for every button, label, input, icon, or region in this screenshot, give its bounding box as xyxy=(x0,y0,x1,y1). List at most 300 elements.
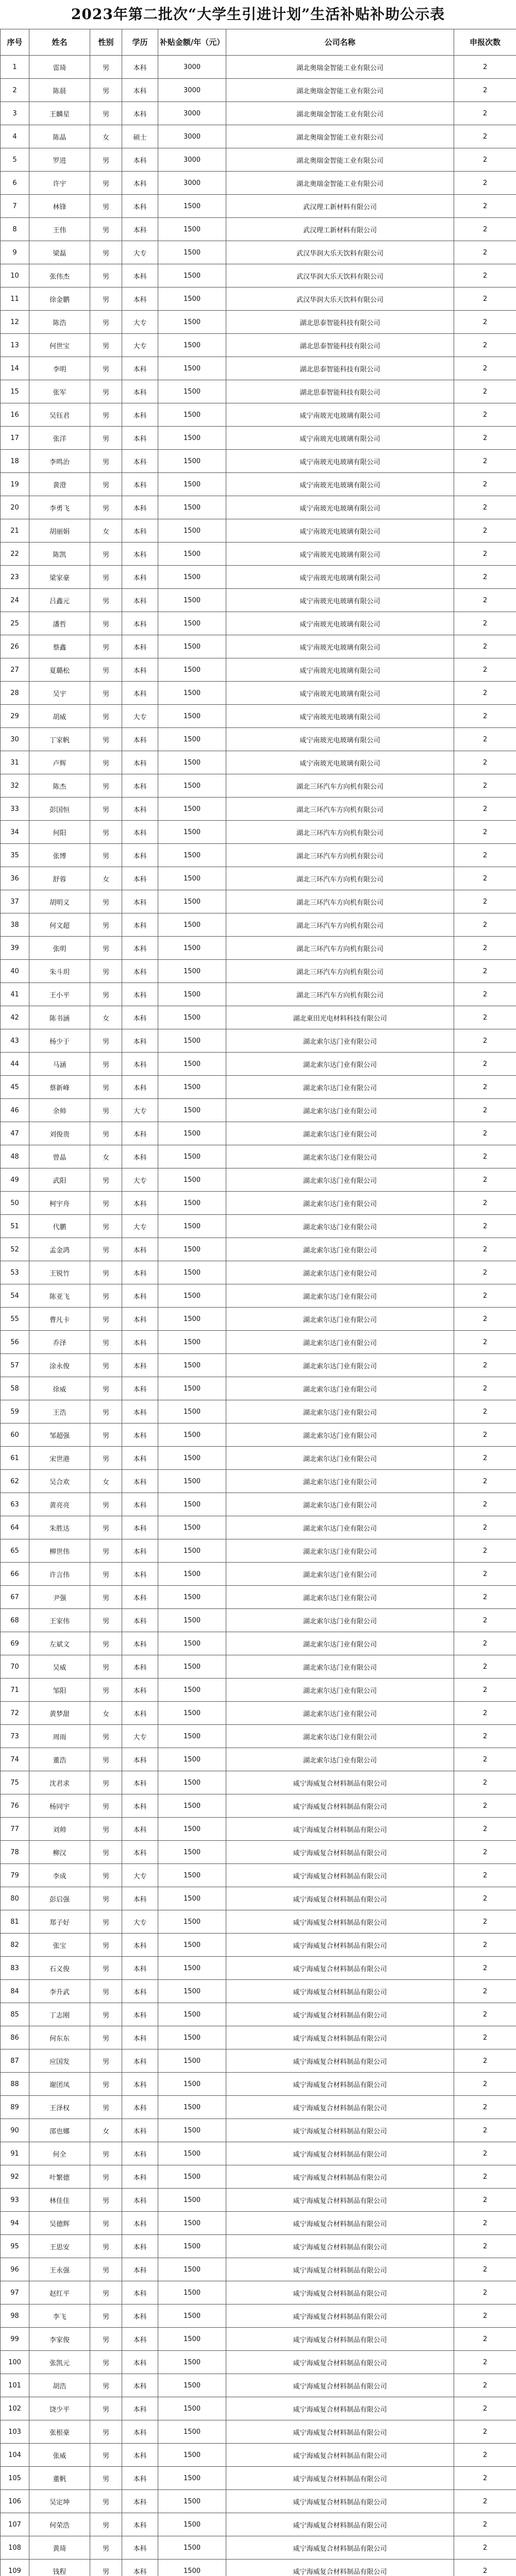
cell-count: 2 xyxy=(454,682,516,705)
cell-count: 2 xyxy=(454,728,516,751)
cell-name: 杨同宇 xyxy=(29,1794,90,1818)
cell-gender: 女 xyxy=(90,867,122,890)
cell-amount: 1500 xyxy=(158,2212,226,2235)
cell-education: 本科 xyxy=(122,867,158,890)
cell-amount: 1500 xyxy=(158,2189,226,2212)
cell-no: 92 xyxy=(1,2165,29,2189)
cell-education: 本科 xyxy=(122,844,158,867)
cell-gender: 女 xyxy=(90,1702,122,1725)
cell-count: 2 xyxy=(454,1053,516,1076)
cell-count: 2 xyxy=(454,566,516,589)
cell-name: 黄亮亮 xyxy=(29,1493,90,1516)
cell-amount: 1500 xyxy=(158,1887,226,1910)
cell-gender: 男 xyxy=(90,1864,122,1887)
cell-company: 咸宁海威复合材料制品有限公司 xyxy=(226,1934,454,1957)
cell-company: 武汉理工新材料有限公司 xyxy=(226,218,454,241)
cell-name: 陈晨 xyxy=(29,79,90,102)
cell-education: 本科 xyxy=(122,2142,158,2165)
cell-name: 马涵 xyxy=(29,1053,90,1076)
cell-gender: 男 xyxy=(90,1586,122,1609)
cell-company: 湖北索尔达门业有限公司 xyxy=(226,1331,454,1354)
cell-company: 湖北索尔达门业有限公司 xyxy=(226,1655,454,1679)
cell-count: 2 xyxy=(454,1122,516,1145)
cell-name: 潘哲 xyxy=(29,612,90,635)
cell-no: 54 xyxy=(1,1284,29,1308)
table-row xyxy=(1,1400,516,1423)
cell-gender: 男 xyxy=(90,2328,122,2351)
table-row xyxy=(1,1725,516,1748)
cell-company: 湖北思泰智能科技有限公司 xyxy=(226,334,454,357)
cell-company: 咸宁海威复合材料制品有限公司 xyxy=(226,2235,454,2258)
cell-company: 武汉华润大乐天饮料有限公司 xyxy=(226,264,454,287)
column-header-company: 公司名称 xyxy=(226,29,454,56)
table-row xyxy=(1,658,516,682)
cell-amount: 1500 xyxy=(158,1215,226,1238)
cell-count: 2 xyxy=(454,287,516,311)
cell-education: 大专 xyxy=(122,705,158,728)
cell-count: 2 xyxy=(454,218,516,241)
cell-company: 咸宁海威复合材料制品有限公司 xyxy=(226,2328,454,2351)
cell-count: 2 xyxy=(454,2119,516,2142)
cell-no: 10 xyxy=(1,264,29,287)
cell-no: 100 xyxy=(1,2351,29,2374)
cell-no: 25 xyxy=(1,612,29,635)
cell-amount: 1500 xyxy=(158,1192,226,1215)
cell-amount: 1500 xyxy=(158,2304,226,2328)
cell-count: 2 xyxy=(454,1841,516,1864)
cell-company: 湖北索尔达门业有限公司 xyxy=(226,1122,454,1145)
cell-gender: 男 xyxy=(90,2026,122,2049)
cell-no: 71 xyxy=(1,1679,29,1702)
cell-education: 本科 xyxy=(122,1934,158,1957)
column-header-amount: 补贴金额/年（元） xyxy=(158,29,226,56)
cell-amount: 1500 xyxy=(158,960,226,983)
table-row xyxy=(1,241,516,264)
cell-education: 本科 xyxy=(122,1145,158,1168)
cell-company: 咸宁海威复合材料制品有限公司 xyxy=(226,2212,454,2235)
cell-name: 李飞 xyxy=(29,2304,90,2328)
cell-education: 本科 xyxy=(122,2397,158,2420)
cell-count: 2 xyxy=(454,1076,516,1099)
cell-name: 蔡新峰 xyxy=(29,1076,90,1099)
cell-amount: 1500 xyxy=(158,1354,226,1377)
table-row xyxy=(1,1679,516,1702)
cell-education: 本科 xyxy=(122,1470,158,1493)
cell-company: 湖北索尔达门业有限公司 xyxy=(226,1702,454,1725)
cell-education: 本科 xyxy=(122,2073,158,2096)
cell-no: 83 xyxy=(1,1957,29,1980)
cell-amount: 1500 xyxy=(158,728,226,751)
cell-education: 本科 xyxy=(122,1980,158,2003)
cell-no: 30 xyxy=(1,728,29,751)
cell-amount: 1500 xyxy=(158,2235,226,2258)
cell-count: 2 xyxy=(454,1423,516,1447)
table-row xyxy=(1,311,516,334)
cell-gender: 女 xyxy=(90,1145,122,1168)
cell-amount: 1500 xyxy=(158,913,226,937)
cell-company: 咸宁南玻光电玻璃有限公司 xyxy=(226,705,454,728)
table-row xyxy=(1,1980,516,2003)
cell-company: 咸宁南玻光电玻璃有限公司 xyxy=(226,566,454,589)
cell-education: 本科 xyxy=(122,1053,158,1076)
cell-no: 27 xyxy=(1,658,29,682)
cell-name: 李成 xyxy=(29,1864,90,1887)
cell-amount: 1500 xyxy=(158,241,226,264)
cell-gender: 男 xyxy=(90,1794,122,1818)
cell-amount: 1500 xyxy=(158,2536,226,2560)
cell-education: 本科 xyxy=(122,1261,158,1284)
cell-amount: 1500 xyxy=(158,1122,226,1145)
table-row xyxy=(1,2444,516,2467)
page-title: 2023年第二批次“大学生引进计划”生活补贴补助公示表 xyxy=(71,6,445,23)
table-row xyxy=(1,1818,516,1841)
cell-name: 柯宇舟 xyxy=(29,1192,90,1215)
cell-amount: 1500 xyxy=(158,195,226,218)
cell-education: 本科 xyxy=(122,1493,158,1516)
cell-amount: 1500 xyxy=(158,1818,226,1841)
cell-count: 2 xyxy=(454,1539,516,1563)
cell-count: 2 xyxy=(454,1702,516,1725)
cell-gender: 男 xyxy=(90,1771,122,1794)
cell-no: 15 xyxy=(1,380,29,403)
cell-name: 左斌文 xyxy=(29,1632,90,1655)
table-row xyxy=(1,1122,516,1145)
table-row xyxy=(1,1563,516,1586)
cell-amount: 1500 xyxy=(158,1516,226,1539)
cell-count: 2 xyxy=(454,774,516,798)
cell-no: 87 xyxy=(1,2049,29,2073)
cell-company: 咸宁海威复合材料制品有限公司 xyxy=(226,1980,454,2003)
cell-company: 咸宁海威复合材料制品有限公司 xyxy=(226,2189,454,2212)
cell-education: 本科 xyxy=(122,287,158,311)
table-row xyxy=(1,682,516,705)
cell-no: 86 xyxy=(1,2026,29,2049)
cell-count: 2 xyxy=(454,1748,516,1771)
cell-no: 33 xyxy=(1,798,29,821)
cell-company: 咸宁海威复合材料制品有限公司 xyxy=(226,1794,454,1818)
cell-no: 21 xyxy=(1,519,29,543)
cell-gender: 男 xyxy=(90,682,122,705)
cell-company: 咸宁海威复合材料制品有限公司 xyxy=(226,2304,454,2328)
cell-gender: 男 xyxy=(90,79,122,102)
cell-gender: 男 xyxy=(90,1377,122,1400)
cell-name: 钱程 xyxy=(29,2560,90,2576)
cell-amount: 1500 xyxy=(158,1145,226,1168)
table-row xyxy=(1,728,516,751)
cell-education: 本科 xyxy=(122,2420,158,2444)
cell-no: 16 xyxy=(1,403,29,427)
cell-education: 本科 xyxy=(122,519,158,543)
cell-name: 陈杰 xyxy=(29,774,90,798)
cell-gender: 男 xyxy=(90,1980,122,2003)
cell-gender: 男 xyxy=(90,913,122,937)
cell-name: 董浩 xyxy=(29,1748,90,1771)
cell-gender: 男 xyxy=(90,2351,122,2374)
cell-amount: 3000 xyxy=(158,79,226,102)
cell-gender: 男 xyxy=(90,2444,122,2467)
cell-amount: 1500 xyxy=(158,1006,226,1029)
cell-amount: 1500 xyxy=(158,1980,226,2003)
cell-gender: 男 xyxy=(90,1122,122,1145)
table-row xyxy=(1,751,516,774)
cell-gender: 男 xyxy=(90,1192,122,1215)
cell-education: 本科 xyxy=(122,983,158,1006)
cell-name: 张威 xyxy=(29,2444,90,2467)
cell-gender: 男 xyxy=(90,1308,122,1331)
cell-no: 34 xyxy=(1,821,29,844)
cell-gender: 男 xyxy=(90,635,122,658)
cell-no: 29 xyxy=(1,705,29,728)
cell-amount: 1500 xyxy=(158,751,226,774)
table-row xyxy=(1,1632,516,1655)
cell-count: 2 xyxy=(454,2490,516,2513)
cell-gender: 男 xyxy=(90,1934,122,1957)
table-row xyxy=(1,2397,516,2420)
table-row xyxy=(1,1655,516,1679)
cell-count: 2 xyxy=(454,1261,516,1284)
cell-gender: 男 xyxy=(90,172,122,195)
cell-company: 湖北索尔达门业有限公司 xyxy=(226,1215,454,1238)
cell-no: 95 xyxy=(1,2235,29,2258)
cell-gender: 男 xyxy=(90,2212,122,2235)
cell-company: 咸宁南玻光电玻璃有限公司 xyxy=(226,635,454,658)
cell-no: 22 xyxy=(1,543,29,566)
table-row xyxy=(1,1053,516,1076)
cell-education: 本科 xyxy=(122,1771,158,1794)
cell-education: 本科 xyxy=(122,172,158,195)
cell-gender: 男 xyxy=(90,1748,122,1771)
table-row xyxy=(1,937,516,960)
cell-company: 湖北索尔达门业有限公司 xyxy=(226,1308,454,1331)
cell-name: 张伟杰 xyxy=(29,264,90,287)
cell-name: 吴宇 xyxy=(29,682,90,705)
cell-no: 45 xyxy=(1,1076,29,1099)
cell-name: 邹阳 xyxy=(29,1679,90,1702)
cell-company: 咸宁海威复合材料制品有限公司 xyxy=(226,2026,454,2049)
cell-education: 本科 xyxy=(122,821,158,844)
cell-count: 2 xyxy=(454,1516,516,1539)
cell-no: 78 xyxy=(1,1841,29,1864)
cell-education: 本科 xyxy=(122,427,158,450)
cell-gender: 男 xyxy=(90,2513,122,2536)
cell-no: 106 xyxy=(1,2490,29,2513)
cell-no: 85 xyxy=(1,2003,29,2026)
cell-name: 李明 xyxy=(29,357,90,380)
table-row xyxy=(1,612,516,635)
cell-no: 51 xyxy=(1,1215,29,1238)
cell-gender: 男 xyxy=(90,450,122,473)
cell-count: 2 xyxy=(454,1145,516,1168)
cell-count: 2 xyxy=(454,102,516,125)
cell-gender: 男 xyxy=(90,1609,122,1632)
table-row xyxy=(1,1308,516,1331)
cell-amount: 1500 xyxy=(158,2351,226,2374)
cell-name: 乔泽 xyxy=(29,1331,90,1354)
cell-company: 咸宁海威复合材料制品有限公司 xyxy=(226,1864,454,1887)
cell-name: 丁家帆 xyxy=(29,728,90,751)
cell-amount: 1500 xyxy=(158,1284,226,1308)
cell-education: 本科 xyxy=(122,1377,158,1400)
cell-education: 大专 xyxy=(122,1725,158,1748)
cell-amount: 1500 xyxy=(158,1632,226,1655)
cell-count: 2 xyxy=(454,1192,516,1215)
cell-amount: 1500 xyxy=(158,705,226,728)
cell-gender: 女 xyxy=(90,125,122,148)
cell-no: 48 xyxy=(1,1145,29,1168)
cell-name: 孟金鸿 xyxy=(29,1238,90,1261)
cell-gender: 男 xyxy=(90,264,122,287)
cell-company: 湖北索尔达门业有限公司 xyxy=(226,1563,454,1586)
cell-company: 咸宁海威复合材料制品有限公司 xyxy=(226,2374,454,2397)
cell-company: 武汉理工新材料有限公司 xyxy=(226,195,454,218)
cell-gender: 男 xyxy=(90,1539,122,1563)
cell-company: 武汉华润大乐天饮料有限公司 xyxy=(226,241,454,264)
cell-education: 本科 xyxy=(122,357,158,380)
cell-name: 许言伟 xyxy=(29,1563,90,1586)
cell-no: 107 xyxy=(1,2513,29,2536)
cell-no: 66 xyxy=(1,1563,29,1586)
cell-no: 77 xyxy=(1,1818,29,1841)
table-row xyxy=(1,1794,516,1818)
cell-gender: 男 xyxy=(90,287,122,311)
cell-count: 2 xyxy=(454,1818,516,1841)
cell-gender: 男 xyxy=(90,844,122,867)
cell-count: 2 xyxy=(454,1632,516,1655)
cell-no: 108 xyxy=(1,2536,29,2560)
cell-count: 2 xyxy=(454,890,516,913)
table-row xyxy=(1,1377,516,1400)
cell-count: 2 xyxy=(454,450,516,473)
cell-count: 2 xyxy=(454,612,516,635)
table-row xyxy=(1,1586,516,1609)
table-row xyxy=(1,1261,516,1284)
cell-company: 咸宁海威复合材料制品有限公司 xyxy=(226,2165,454,2189)
cell-gender: 男 xyxy=(90,2374,122,2397)
cell-amount: 1500 xyxy=(158,2420,226,2444)
cell-amount: 1500 xyxy=(158,2003,226,2026)
table-row xyxy=(1,334,516,357)
cell-amount: 1500 xyxy=(158,2281,226,2304)
cell-company: 湖北索尔达门业有限公司 xyxy=(226,1145,454,1168)
cell-count: 2 xyxy=(454,519,516,543)
cell-count: 2 xyxy=(454,264,516,287)
cell-count: 2 xyxy=(454,473,516,496)
cell-education: 大专 xyxy=(122,311,158,334)
cell-company: 咸宁海威复合材料制品有限公司 xyxy=(226,2536,454,2560)
table-row xyxy=(1,1215,516,1238)
column-header-education: 学历 xyxy=(122,29,158,56)
cell-amount: 1500 xyxy=(158,496,226,519)
cell-company: 咸宁海威复合材料制品有限公司 xyxy=(226,2351,454,2374)
cell-company: 湖北索尔达门业有限公司 xyxy=(226,1076,454,1099)
cell-gender: 男 xyxy=(90,566,122,589)
cell-count: 2 xyxy=(454,1864,516,1887)
cell-count: 2 xyxy=(454,403,516,427)
cell-company: 咸宁海威复合材料制品有限公司 xyxy=(226,1771,454,1794)
cell-education: 本科 xyxy=(122,2351,158,2374)
table-row xyxy=(1,1910,516,1934)
cell-education: 大专 xyxy=(122,334,158,357)
cell-count: 2 xyxy=(454,1655,516,1679)
cell-no: 18 xyxy=(1,450,29,473)
cell-name: 郑子好 xyxy=(29,1910,90,1934)
cell-education: 本科 xyxy=(122,543,158,566)
cell-name: 邵也娜 xyxy=(29,2119,90,2142)
cell-count: 2 xyxy=(454,2560,516,2576)
cell-amount: 3000 xyxy=(158,148,226,172)
cell-company: 咸宁海威复合材料制品有限公司 xyxy=(226,2003,454,2026)
cell-name: 柳汉 xyxy=(29,1841,90,1864)
cell-name: 张明 xyxy=(29,937,90,960)
cell-name: 张根豪 xyxy=(29,2420,90,2444)
cell-amount: 1500 xyxy=(158,658,226,682)
cell-no: 42 xyxy=(1,1006,29,1029)
cell-gender: 男 xyxy=(90,473,122,496)
cell-education: 本科 xyxy=(122,2444,158,2467)
cell-gender: 男 xyxy=(90,2397,122,2420)
cell-education: 本科 xyxy=(122,1400,158,1423)
cell-name: 何阳 xyxy=(29,821,90,844)
cell-gender: 男 xyxy=(90,2073,122,2096)
cell-education: 大专 xyxy=(122,1910,158,1934)
cell-company: 湖北索尔达门业有限公司 xyxy=(226,1400,454,1423)
cell-amount: 1500 xyxy=(158,1957,226,1980)
cell-no: 24 xyxy=(1,589,29,612)
cell-amount: 1500 xyxy=(158,1261,226,1284)
cell-name: 黄梦甜 xyxy=(29,1702,90,1725)
cell-amount: 1500 xyxy=(158,2258,226,2281)
table-row xyxy=(1,890,516,913)
cell-name: 梁磊 xyxy=(29,241,90,264)
cell-company: 湖北思泰智能科技有限公司 xyxy=(226,311,454,334)
cell-no: 84 xyxy=(1,1980,29,2003)
cell-company: 湖北索尔达门业有限公司 xyxy=(226,1168,454,1192)
cell-count: 2 xyxy=(454,1586,516,1609)
cell-no: 46 xyxy=(1,1099,29,1122)
cell-company: 湖北奥瑞金智能工业有限公司 xyxy=(226,56,454,79)
cell-gender: 男 xyxy=(90,496,122,519)
cell-count: 2 xyxy=(454,705,516,728)
cell-gender: 男 xyxy=(90,658,122,682)
table-row xyxy=(1,195,516,218)
cell-no: 89 xyxy=(1,2096,29,2119)
cell-gender: 男 xyxy=(90,798,122,821)
cell-count: 2 xyxy=(454,125,516,148)
cell-company: 咸宁海威复合材料制品有限公司 xyxy=(226,2096,454,2119)
cell-company: 湖北索尔达门业有限公司 xyxy=(226,1539,454,1563)
cell-name: 胡浩 xyxy=(29,2374,90,2397)
cell-company: 湖北索尔达门业有限公司 xyxy=(226,1493,454,1516)
cell-name: 何文超 xyxy=(29,913,90,937)
cell-name: 卢辉 xyxy=(29,751,90,774)
cell-amount: 1500 xyxy=(158,635,226,658)
cell-company: 咸宁海威复合材料制品有限公司 xyxy=(226,2420,454,2444)
table-row xyxy=(1,172,516,195)
cell-education: 本科 xyxy=(122,1748,158,1771)
cell-name: 何全 xyxy=(29,2142,90,2165)
table-row xyxy=(1,1609,516,1632)
cell-gender: 男 xyxy=(90,311,122,334)
cell-education: 本科 xyxy=(122,2049,158,2073)
cell-amount: 1500 xyxy=(158,1331,226,1354)
cell-company: 咸宁海威复合材料制品有限公司 xyxy=(226,2073,454,2096)
table-row xyxy=(1,1493,516,1516)
cell-name: 夏璐松 xyxy=(29,658,90,682)
cell-no: 93 xyxy=(1,2189,29,2212)
cell-count: 2 xyxy=(454,983,516,1006)
cell-amount: 1500 xyxy=(158,1308,226,1331)
cell-name: 罗进 xyxy=(29,148,90,172)
